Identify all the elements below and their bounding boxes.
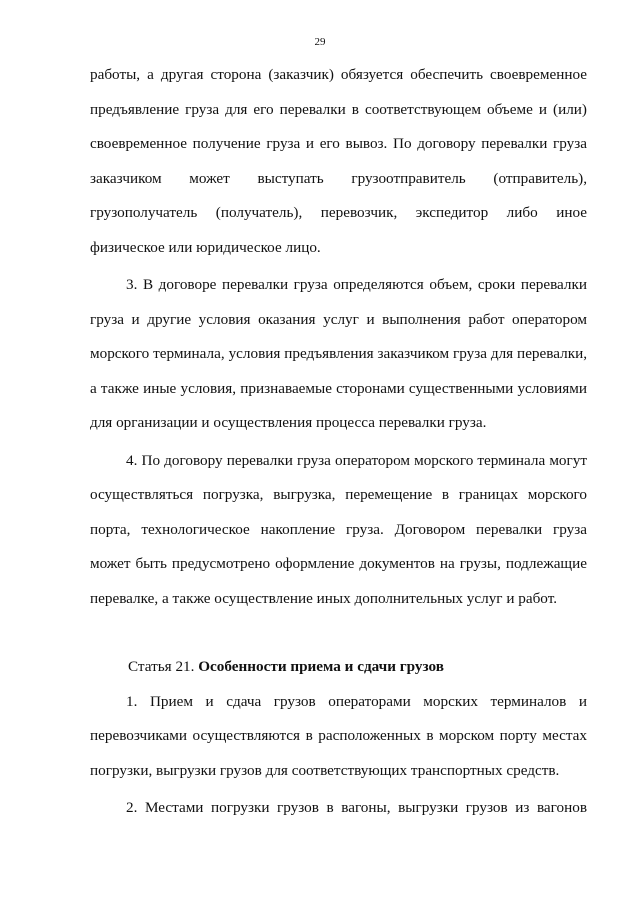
article-heading [90, 650, 587, 685]
document-body [90, 58, 587, 826]
page-number: 29 [314, 36, 326, 48]
article-paragraph-2: 2. Местами погрузки грузов в вагоны, выгрузки грузов из вагонов [126, 799, 587, 816]
paragraph-4: 4. По договору перевалки груза оператором морского терминала могут осуществляться погрузка, выгрузка, перемещение в границах морского порта, технологическое накопление груза. Договором перевалки груза может быть предусмотрено оформление документов на грузы, подлежащие перевалке, а также осуществление иных дополнительных услуг и работ. [90, 451, 587, 607]
article-number: Статья 21. [128, 658, 195, 675]
article-title: Особенности приема и сдачи грузов [198, 658, 444, 675]
paragraph-continuation: работы, а другая сторона (заказчик) обязуется обеспечить своевременное предъявление груза для его перевалки в соответствующем объеме и (или) своевременное получение груза и его вывоз. По договору перевалки груза заказчиком может выступать грузоотправитель (отправитель), грузополучатель (получатель), перевозчик, экспедитор либо иное физическое или юридическое лицо. [90, 66, 587, 256]
paragraph-3: 3. В договоре перевалки груза определяются объем, сроки перевалки груза и другие условия оказания услуг и выполнения работ оператором морского терминала, условия предъявления заказчиком груза для перевалки, а также иные условия, признаваемые сторонами существенными условиями для организации и осуществления процесса перевалки груза. [90, 276, 587, 431]
article-paragraph-1: 1. Прием и сдача грузов операторами морских терминалов и перевозчиками осуществляются в расположенных в морском порту местах погрузки, выгрузки грузов для соответствующих транспортных средств. [90, 692, 587, 779]
